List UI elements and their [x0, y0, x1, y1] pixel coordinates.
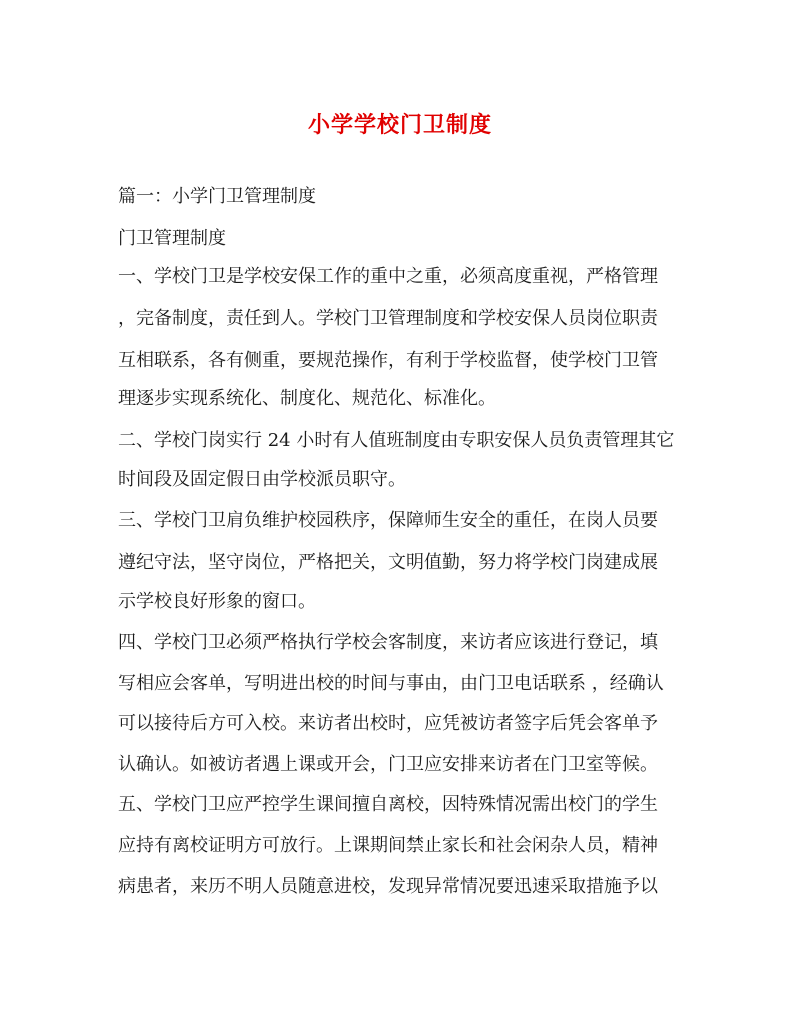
- text-line: 示学校良好形象的窗口。: [118, 591, 316, 612]
- text-line: 认确认。如被访者遇上课或开会，门卫应安排来访者在门卫室等候。: [118, 754, 658, 775]
- text-line: 一、学校门卫是学校安保工作的重中之重，必须高度重视，严格管理: [118, 266, 658, 287]
- text-line: ，完备制度，责任到人。学校门卫管理制度和学校安保人员岗位职责: [118, 308, 658, 329]
- text-line: 五、学校门卫应严控学生课间擅自离校，因特殊情况需出校门的学生: [118, 794, 658, 815]
- text-line: 门卫管理制度: [118, 228, 226, 249]
- text-line: 理逐步实现系统化、制度化、规范化、标准化。: [118, 388, 496, 409]
- text-line: 可以接待后方可入校。来访者出校时，应凭被访者签字后凭会客单予: [118, 713, 658, 734]
- text-line: 篇一：小学门卫管理制度: [118, 186, 316, 207]
- text-line: 时间段及固定假日由学校派员职守。: [118, 469, 406, 490]
- text-line: 应持有离校证明方可放行。上课期间禁止家长和社会闲杂人员，精神: [118, 835, 658, 856]
- text-line: 二、学校门岗实行 24 小时有人值班制度由专职安保人员负责管理其它: [118, 430, 675, 451]
- text-line: 写相应会客单，写明进出校的时间与事由，由门卫电话联系 ，经确认: [118, 673, 664, 694]
- text-line: 遵纪守法，坚守岗位，严格把关，文明值勤，努力将学校门岗建成展: [118, 552, 658, 573]
- text-line: 互相联系，各有侧重，要规范操作，有利于学校监督，使学校门卫管: [118, 350, 658, 371]
- text-line: 四、学校门卫必须严格执行学校会客制度，来访者应该进行登记，填: [118, 632, 658, 653]
- text-line: 三、学校门卫肩负维护校园秩序，保障师生安全的重任，在岗人员要: [118, 510, 658, 531]
- text-line: 病患者，来历不明人员随意进校，发现异常情况要迅速采取措施予以: [118, 876, 658, 897]
- document-title: 小学学校门卫制度: [307, 112, 492, 138]
